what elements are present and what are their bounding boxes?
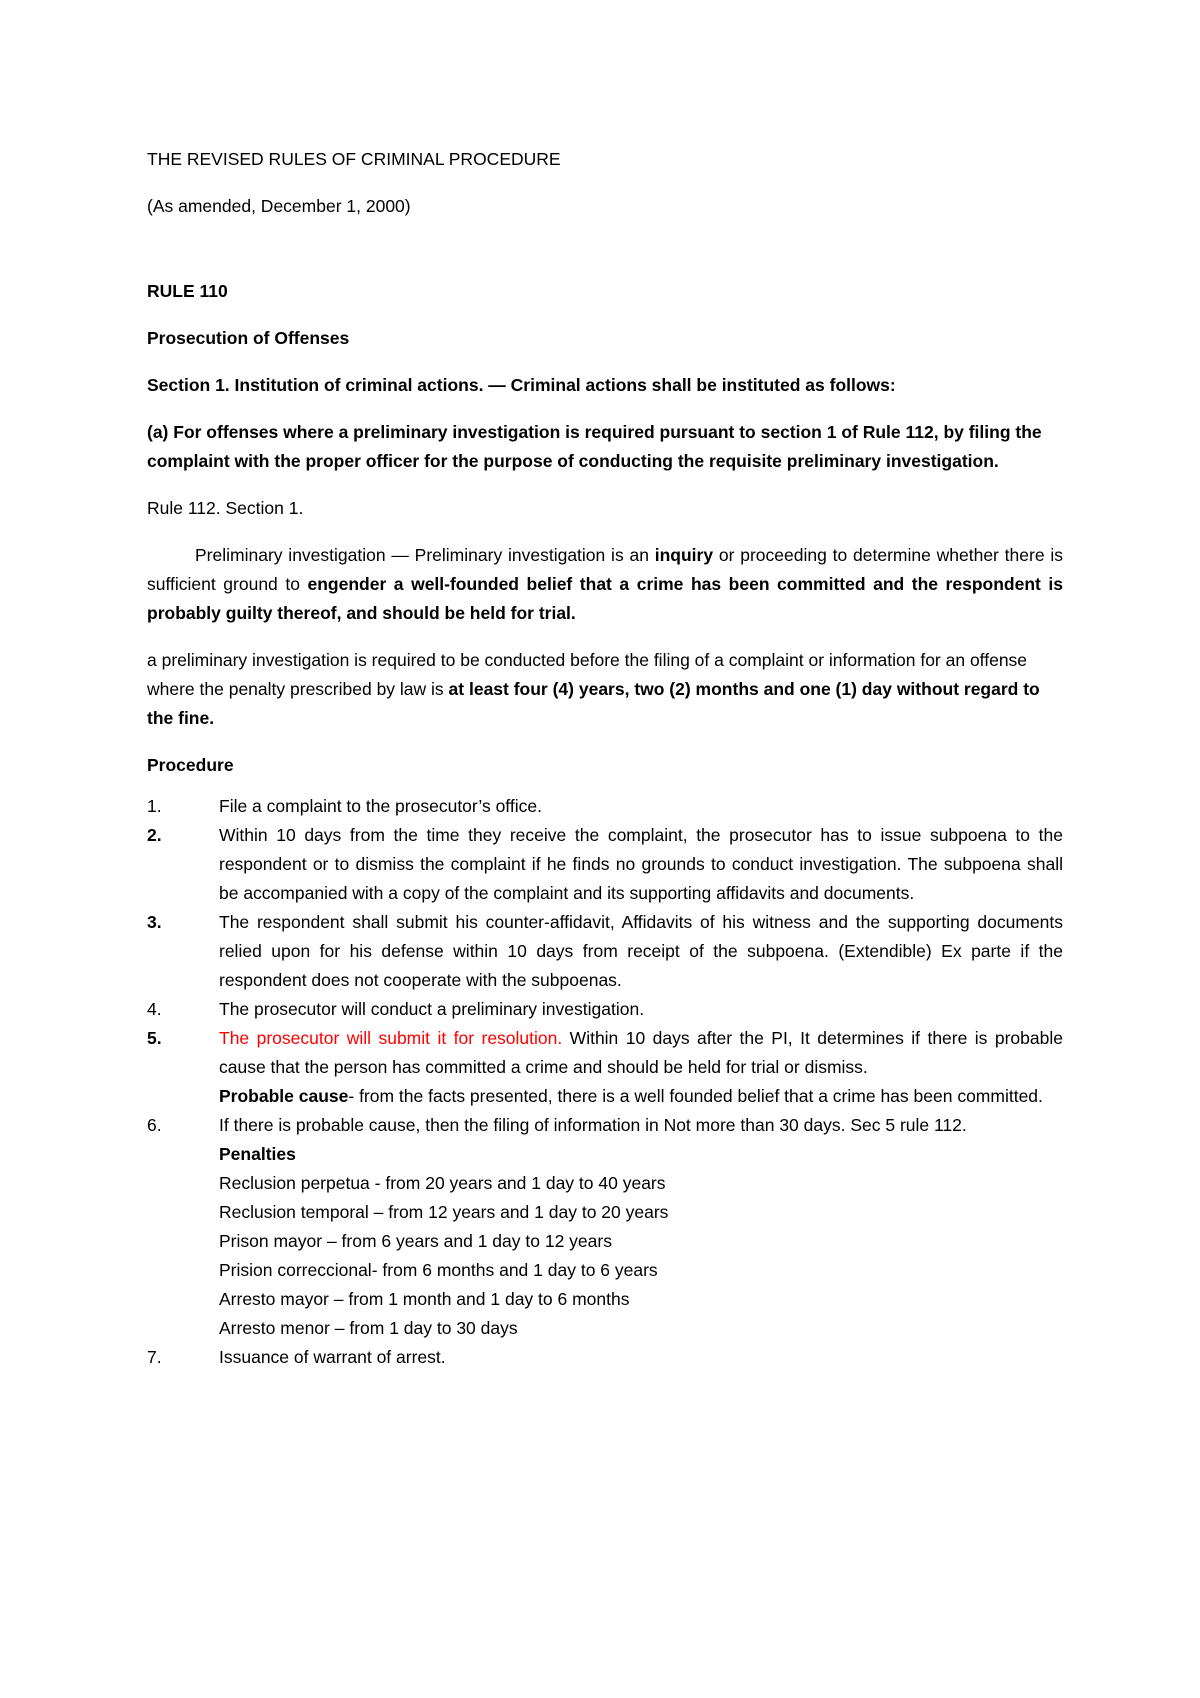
pi-def-text-2: or proceeding to determine whether there is sufficient ground to <box>147 545 1063 594</box>
paragraph-a: (a) For offenses where a preliminary investigation is required pursuant to section 1 of Rule 112, by filing the complaint with the proper officer for the purpose of conducting the requisite preliminary investigation. <box>147 422 1042 471</box>
list-number: 7. <box>147 1347 162 1367</box>
document-page <box>147 145 1063 1372</box>
probable-cause-text: - from the facts presented, there is a well founded belief that a crime has been committed. <box>348 1086 1043 1106</box>
step-highlight-text: The prosecutor will submit it for resolution. <box>219 1028 563 1048</box>
list-item <box>147 1111 1063 1343</box>
probable-cause-label: Probable cause <box>219 1086 349 1106</box>
penalty-line: Reclusion temporal – from 12 years and 1 day to 20 years <box>219 1202 669 1222</box>
pi-req-bold: at least four (4) years, two (2) months and one (1) day without regard to the fine. <box>147 679 1040 728</box>
section-heading: Section 1. Institution of criminal actions. — Criminal actions shall be instituted as follows: <box>147 375 896 395</box>
list-item <box>147 908 1063 995</box>
list-number: 2. <box>147 825 162 845</box>
list-number: 1. <box>147 796 162 816</box>
rule-number: RULE 110 <box>147 281 228 301</box>
document-title: THE REVISED RULES OF CRIMINAL PROCEDURE <box>147 149 561 169</box>
procedure-list <box>147 792 1063 1372</box>
penalty-line: Prison mayor – from 6 years and 1 day to 12 years <box>219 1231 612 1251</box>
list-number: 6. <box>147 1115 162 1135</box>
list-item <box>147 1024 1063 1111</box>
list-item <box>147 995 1063 1024</box>
penalty-line: Arresto mayor – from 1 month and 1 day to 6 months <box>219 1289 630 1309</box>
penalty-line: Arresto menor – from 1 day to 30 days <box>219 1318 518 1338</box>
rule-title: Prosecution of Offenses <box>147 328 350 348</box>
amendment-date: (As amended, December 1, 2000) <box>147 196 411 216</box>
list-number: 3. <box>147 912 162 932</box>
step-text: Issuance of warrant of arrest. <box>219 1347 446 1367</box>
preliminary-investigation-requirement <box>147 646 1063 733</box>
step-text: The respondent shall submit his counter-affidavit, Affidavits of his witness and the supporting documents relied upon for his defense within 10 days from receipt of the subpoena. (Extendible) Ex parte if the respondent does not cooperate with the subpoenas. <box>219 912 1063 990</box>
preliminary-investigation-definition <box>147 541 1063 628</box>
list-item <box>147 821 1063 908</box>
step-text: Within 10 days from the time they receive the complaint, the prosecutor has to issue subpoena to the respondent or to dismiss the complaint if he finds no grounds to conduct investigation. The subpoena shall be accompanied with a copy of the complaint and its supporting affidavits and documents. <box>219 825 1063 903</box>
penalty-line: Reclusion perpetua - from 20 years and 1 day to 40 years <box>219 1173 666 1193</box>
list-number: 4. <box>147 999 162 1019</box>
step-text: Within 10 days after the PI, It determines if there is probable cause that the person has committed a crime and should be held for trial or dismiss. <box>219 1028 1063 1077</box>
step-text: If there is probable cause, then the filing of information in Not more than 30 days. Sec 5 rule 112. <box>219 1115 967 1135</box>
list-number: 5. <box>147 1028 162 1048</box>
rule-112-reference: Rule 112. Section 1. <box>147 498 304 518</box>
procedure-heading: Procedure <box>147 755 234 775</box>
pi-def-bold-2: engender a well-founded belief that a crime has been committed and the respondent is probably guilty thereof, and should be held for trial. <box>147 574 1063 623</box>
step-text: The prosecutor will conduct a preliminary investigation. <box>219 999 645 1019</box>
step-text: File a complaint to the prosecutor’s office. <box>219 796 542 816</box>
penalty-line: Prision correccional- from 6 months and 1 day to 6 years <box>219 1260 658 1280</box>
pi-def-text-1: Preliminary investigation — Preliminary investigation is an <box>195 545 655 565</box>
pi-def-bold-1: inquiry <box>654 545 714 565</box>
list-item <box>147 792 1063 821</box>
pi-req-text: a preliminary investigation is required to be conducted before the filing of a complaint or information for an offense where the penalty prescribed by law is <box>147 650 1028 699</box>
penalties-label: Penalties <box>219 1144 296 1164</box>
list-item <box>147 1343 1063 1372</box>
